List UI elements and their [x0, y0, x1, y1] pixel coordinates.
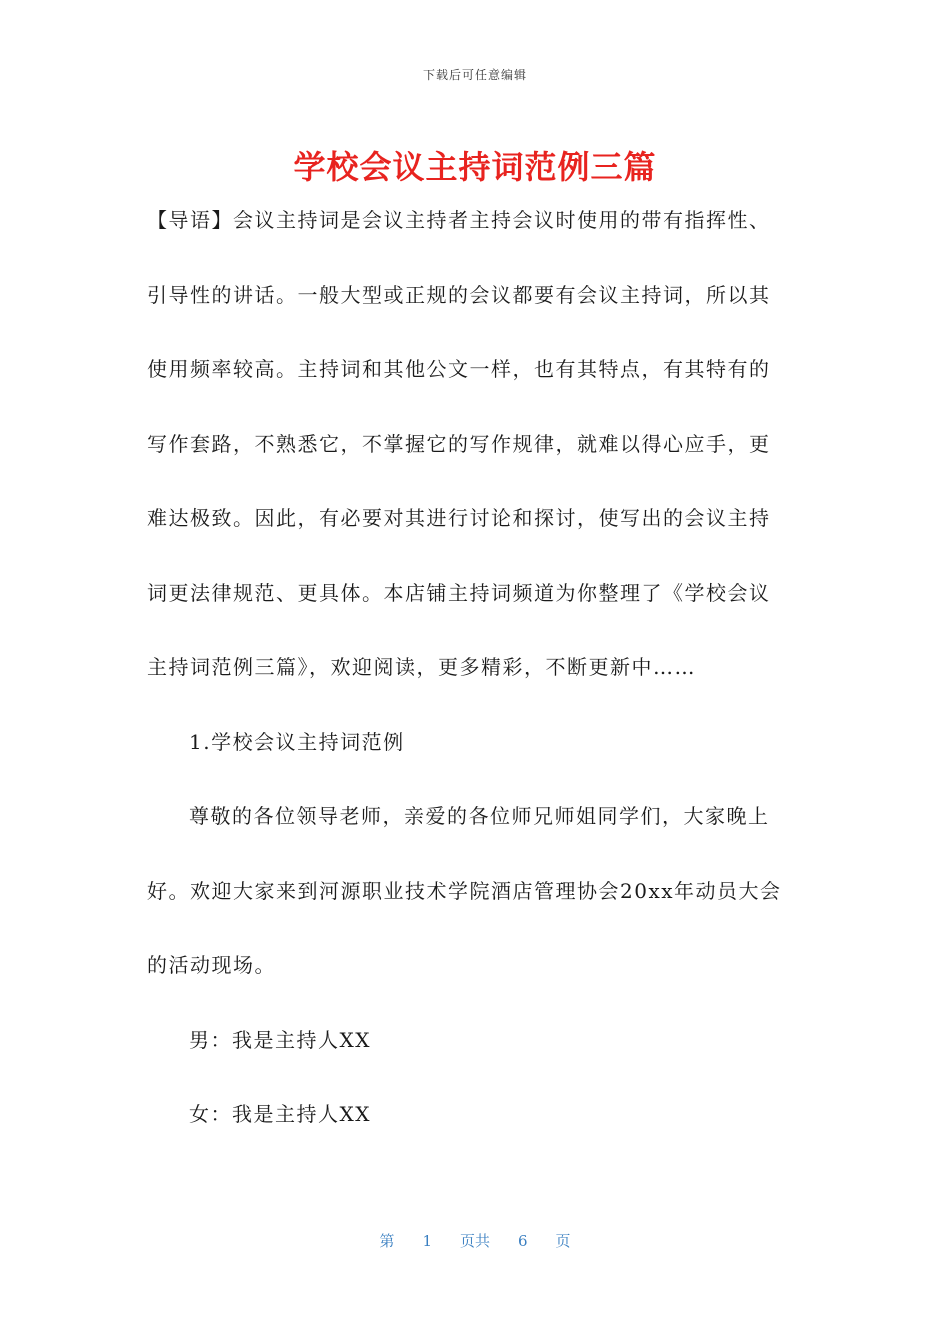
paragraph-line: 写作套路，不熟悉它，不掌握它的写作规律，就难以得心应手，更 — [147, 431, 771, 456]
footer-ye: 页 — [555, 1232, 571, 1250]
paragraph-line: 引导性的讲话。一般大型或正规的会议都要有会议主持词，所以其 — [147, 282, 771, 307]
footer-ye-gong: 页共 — [459, 1232, 490, 1250]
header-note: 下载后可任意编辑 — [422, 68, 527, 82]
paragraph-line: 好。欢迎大家来到河源职业技术学院酒店管理协会20xx年动员大会 — [147, 878, 782, 903]
paragraph-line: 尊敬的各位领导老师，亲爱的各位师兄师姐同学们，大家晚上 — [189, 804, 770, 828]
footer-page-number: 1 — [422, 1232, 432, 1250]
section-heading: 1.学校会议主持词范例 — [189, 729, 405, 754]
paragraph-line: 使用频率较高。主持词和其他公文一样，也有其特点，有其特有的 — [147, 357, 771, 381]
paragraph-line: 的活动现场。 — [147, 953, 276, 977]
dialogue-line-female: 女：我是主持人XX — [189, 1102, 371, 1126]
paragraph-line: 词更法律规范、更具体。本店铺主持词频道为你整理了《学校会议 — [147, 580, 771, 605]
paragraph-line: 难达极致。因此，有必要对其进行讨论和探讨，使写出的会议主持 — [147, 506, 771, 530]
document-title: 学校会议主持词范例三篇 — [293, 148, 657, 186]
paragraph-line: 【导语】会议主持词是会议主持者主持会议时使用的带有指挥性、 — [147, 208, 771, 232]
footer-total-pages: 6 — [518, 1232, 528, 1250]
page-footer — [0, 1230, 950, 1251]
paragraph-line: 主持词范例三篇》，欢迎阅读，更多精彩，不断更新中…… — [147, 655, 696, 679]
document-body — [147, 200, 807, 1169]
footer-di: 第 — [379, 1232, 395, 1250]
dialogue-line-male: 男：我是主持人XX — [189, 1027, 371, 1052]
